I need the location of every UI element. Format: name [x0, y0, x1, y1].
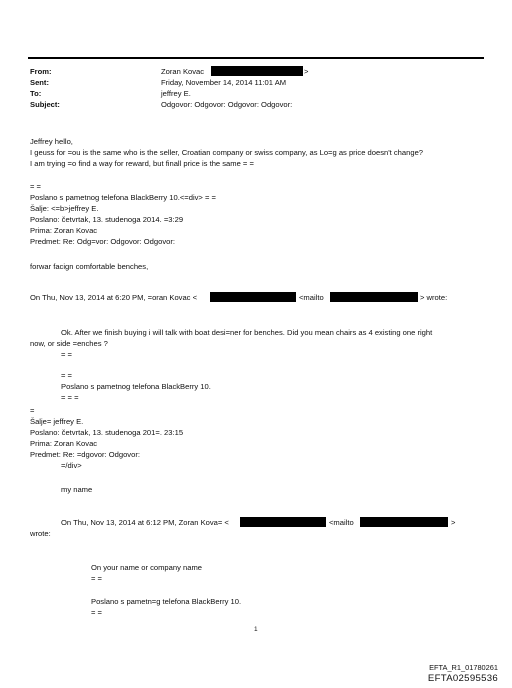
body-line: = =	[30, 182, 41, 191]
body-line: Jeffrey hello,	[30, 137, 73, 146]
body-line: Poslano s pametnog telefona BlackBerry 10.<=div> = =	[30, 193, 216, 202]
sent-value: Friday, November 14, 2014 11:01 AM	[161, 78, 287, 87]
redaction-box	[240, 517, 326, 527]
body-line: wrote:	[30, 529, 51, 538]
body-line: Ok. After we finish buying i will talk with boat desi=ner for benches. Did you mean chairs as 4 existing one right	[61, 328, 433, 337]
redaction-box	[210, 292, 296, 302]
body-line: Predmet: Re: Odg=vor: Odgovor: Odgovor:	[30, 237, 175, 246]
to-label: To:	[30, 89, 42, 98]
bates-number-primary: EFTA_R1_01780261	[429, 663, 498, 672]
body-line: = = =	[61, 393, 79, 402]
wrote-label: > wrote:	[420, 293, 448, 302]
body-line: forwar facign comfortable benches,	[30, 262, 149, 271]
body-line: = =	[91, 608, 102, 617]
body-line: Prima: Zoran Kovac	[30, 226, 98, 235]
body-line: Poslano: četvrtak, 13. studenoga 2014. =3:29	[30, 215, 184, 224]
quote-header: On Thu, Nov 13, 2014 at 6:20 PM, =oran Kovac <	[30, 293, 198, 302]
body-line: my name	[61, 485, 93, 494]
body-line: Prima: Zoran Kovac	[30, 439, 98, 448]
to-value: jeffrey E.	[161, 89, 191, 98]
sent-label: Sent:	[30, 78, 49, 87]
from-after: >	[304, 67, 309, 76]
body-line: = =	[61, 350, 72, 359]
mailto-label: <mailto	[329, 518, 354, 527]
body-line: On your name or company name	[91, 563, 203, 572]
mailto-label: <mailto	[299, 293, 324, 302]
subject-label: Subject:	[30, 100, 60, 109]
body-line: now, or side =enches ?	[30, 339, 108, 348]
body-line: Poslano s pametnog telefona BlackBerry 10.	[61, 382, 211, 391]
body-line: Poslano s pametn=g telefona BlackBerry 10.	[91, 597, 242, 606]
header-rule	[28, 57, 484, 59]
body-line: = =	[61, 371, 72, 380]
from-value: Zoran Kovac	[161, 67, 205, 76]
body-line: Poslano: četvrtak, 13. studenoga 201=. 23:15	[30, 428, 184, 437]
bates-number-secondary: EFTA02595536	[427, 673, 498, 684]
body-line: Šalje: <=b>jeffrey E.	[30, 204, 99, 213]
body-line: Predmet: Re: =dgovor: Odgovor:	[30, 450, 140, 459]
quote-end: >	[451, 518, 456, 527]
body-line: =	[30, 406, 35, 415]
from-label: From:	[30, 67, 52, 76]
page-number: 1	[254, 626, 258, 633]
body-line: =/div>	[61, 461, 82, 470]
body-line: = =	[91, 574, 102, 583]
redaction-box	[211, 66, 303, 76]
subject-value: Odgovor: Odgovor: Odgovor: Odgovor:	[161, 100, 293, 109]
body-line: Šalje= jeffrey E.	[30, 417, 84, 426]
redaction-box	[360, 517, 448, 527]
quote-header: On Thu, Nov 13, 2014 at 6:12 PM, Zoran Kova= <	[61, 518, 229, 527]
body-line: I am trying =o find a way for reward, but finall price is the same = =	[30, 159, 254, 168]
redaction-box	[330, 292, 418, 302]
body-line: I geuss for =ou is the same who is the seller, Croatian company or swiss company, as Lo=g as price doesn't change?	[30, 148, 424, 157]
